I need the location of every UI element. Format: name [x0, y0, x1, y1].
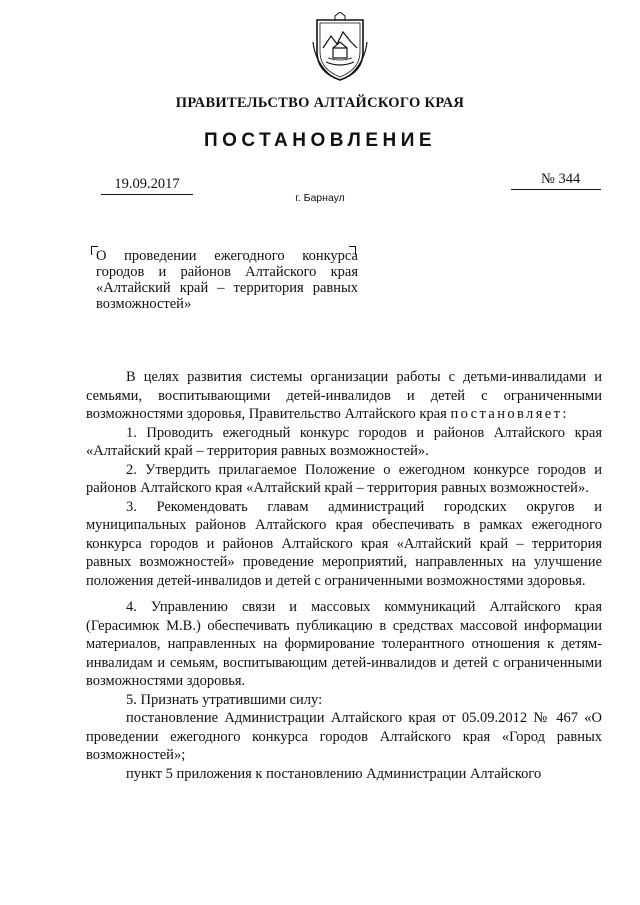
document-subject: О проведении ежегодного конкурса городов и районов Алтайского края «Алтайский край – территория равных возможностей»: [96, 248, 358, 312]
body-paragraph-1: 1. Проводить ежегодный конкурс городов и районов Алтайского края «Алтайский край – территория равных возможностей».: [86, 424, 602, 459]
body-paragraph-5-item-2: пункт 5 приложения к постановлению Администрации Алтайского: [126, 765, 542, 782]
altai-coat-of-arms-icon: [311, 12, 369, 82]
document-date: 19.09.2017: [101, 176, 193, 195]
preamble-resolves: постановляет:: [450, 406, 569, 422]
document-type: ПОСТАНОВЛЕНИЕ: [203, 130, 437, 151]
body-paragraph-5-item-1: постановление Администрации Алтайского края от 05.09.2012 № 467 «О проведении ежегодного конкурса городов Алтайского края «Город равных возможностей»;: [86, 710, 602, 763]
document-number: № 344: [511, 171, 601, 190]
preamble-text: В целях развития системы организации работы с детьми-инвалидами и семьями, воспитывающими детей-инвалидов и детей с ограниченными возможностями здоровья, Правительство Алтайского края: [86, 369, 602, 422]
body-paragraph-4: 4. Управлению связи и массовых коммуникаций Алтайского края (Герасимюк М.В.) обеспечивать публикацию в средствах массовой информации материалов, направленных на формирование толерантного отношения к детям-инвалидам и семьям, воспитывающим детей-инвалидов и детей с ограниченными возможностями здоровья.: [86, 599, 602, 689]
body-paragraph-2: 2. Утвердить прилагаемое Положение о ежегодном конкурсе городов и районов Алтайского края «Алтайский край – территория равных возможностей».: [86, 461, 602, 496]
body-paragraph-preamble: [86, 368, 602, 424]
document-body: [86, 368, 602, 783]
document-city: г. Барнаул: [295, 192, 345, 204]
body-paragraph-3: 3. Рекомендовать главам администраций городских округов и муниципальных районов Алтайского края обеспечивать в рамках ежегодного конкурса городов и районов Алтайского края «Алтайский край – территория равных возможностей» проведение мероприятий, направленных на улучшение положения детей-инвалидов и детей с ограниченными возможностями здоровья.: [86, 498, 602, 589]
organization-title: ПРАВИТЕЛЬСТВО АЛТАЙСКОГО КРАЯ: [175, 95, 465, 111]
body-paragraph-5: 5. Признать утратившими силу:: [126, 691, 323, 708]
